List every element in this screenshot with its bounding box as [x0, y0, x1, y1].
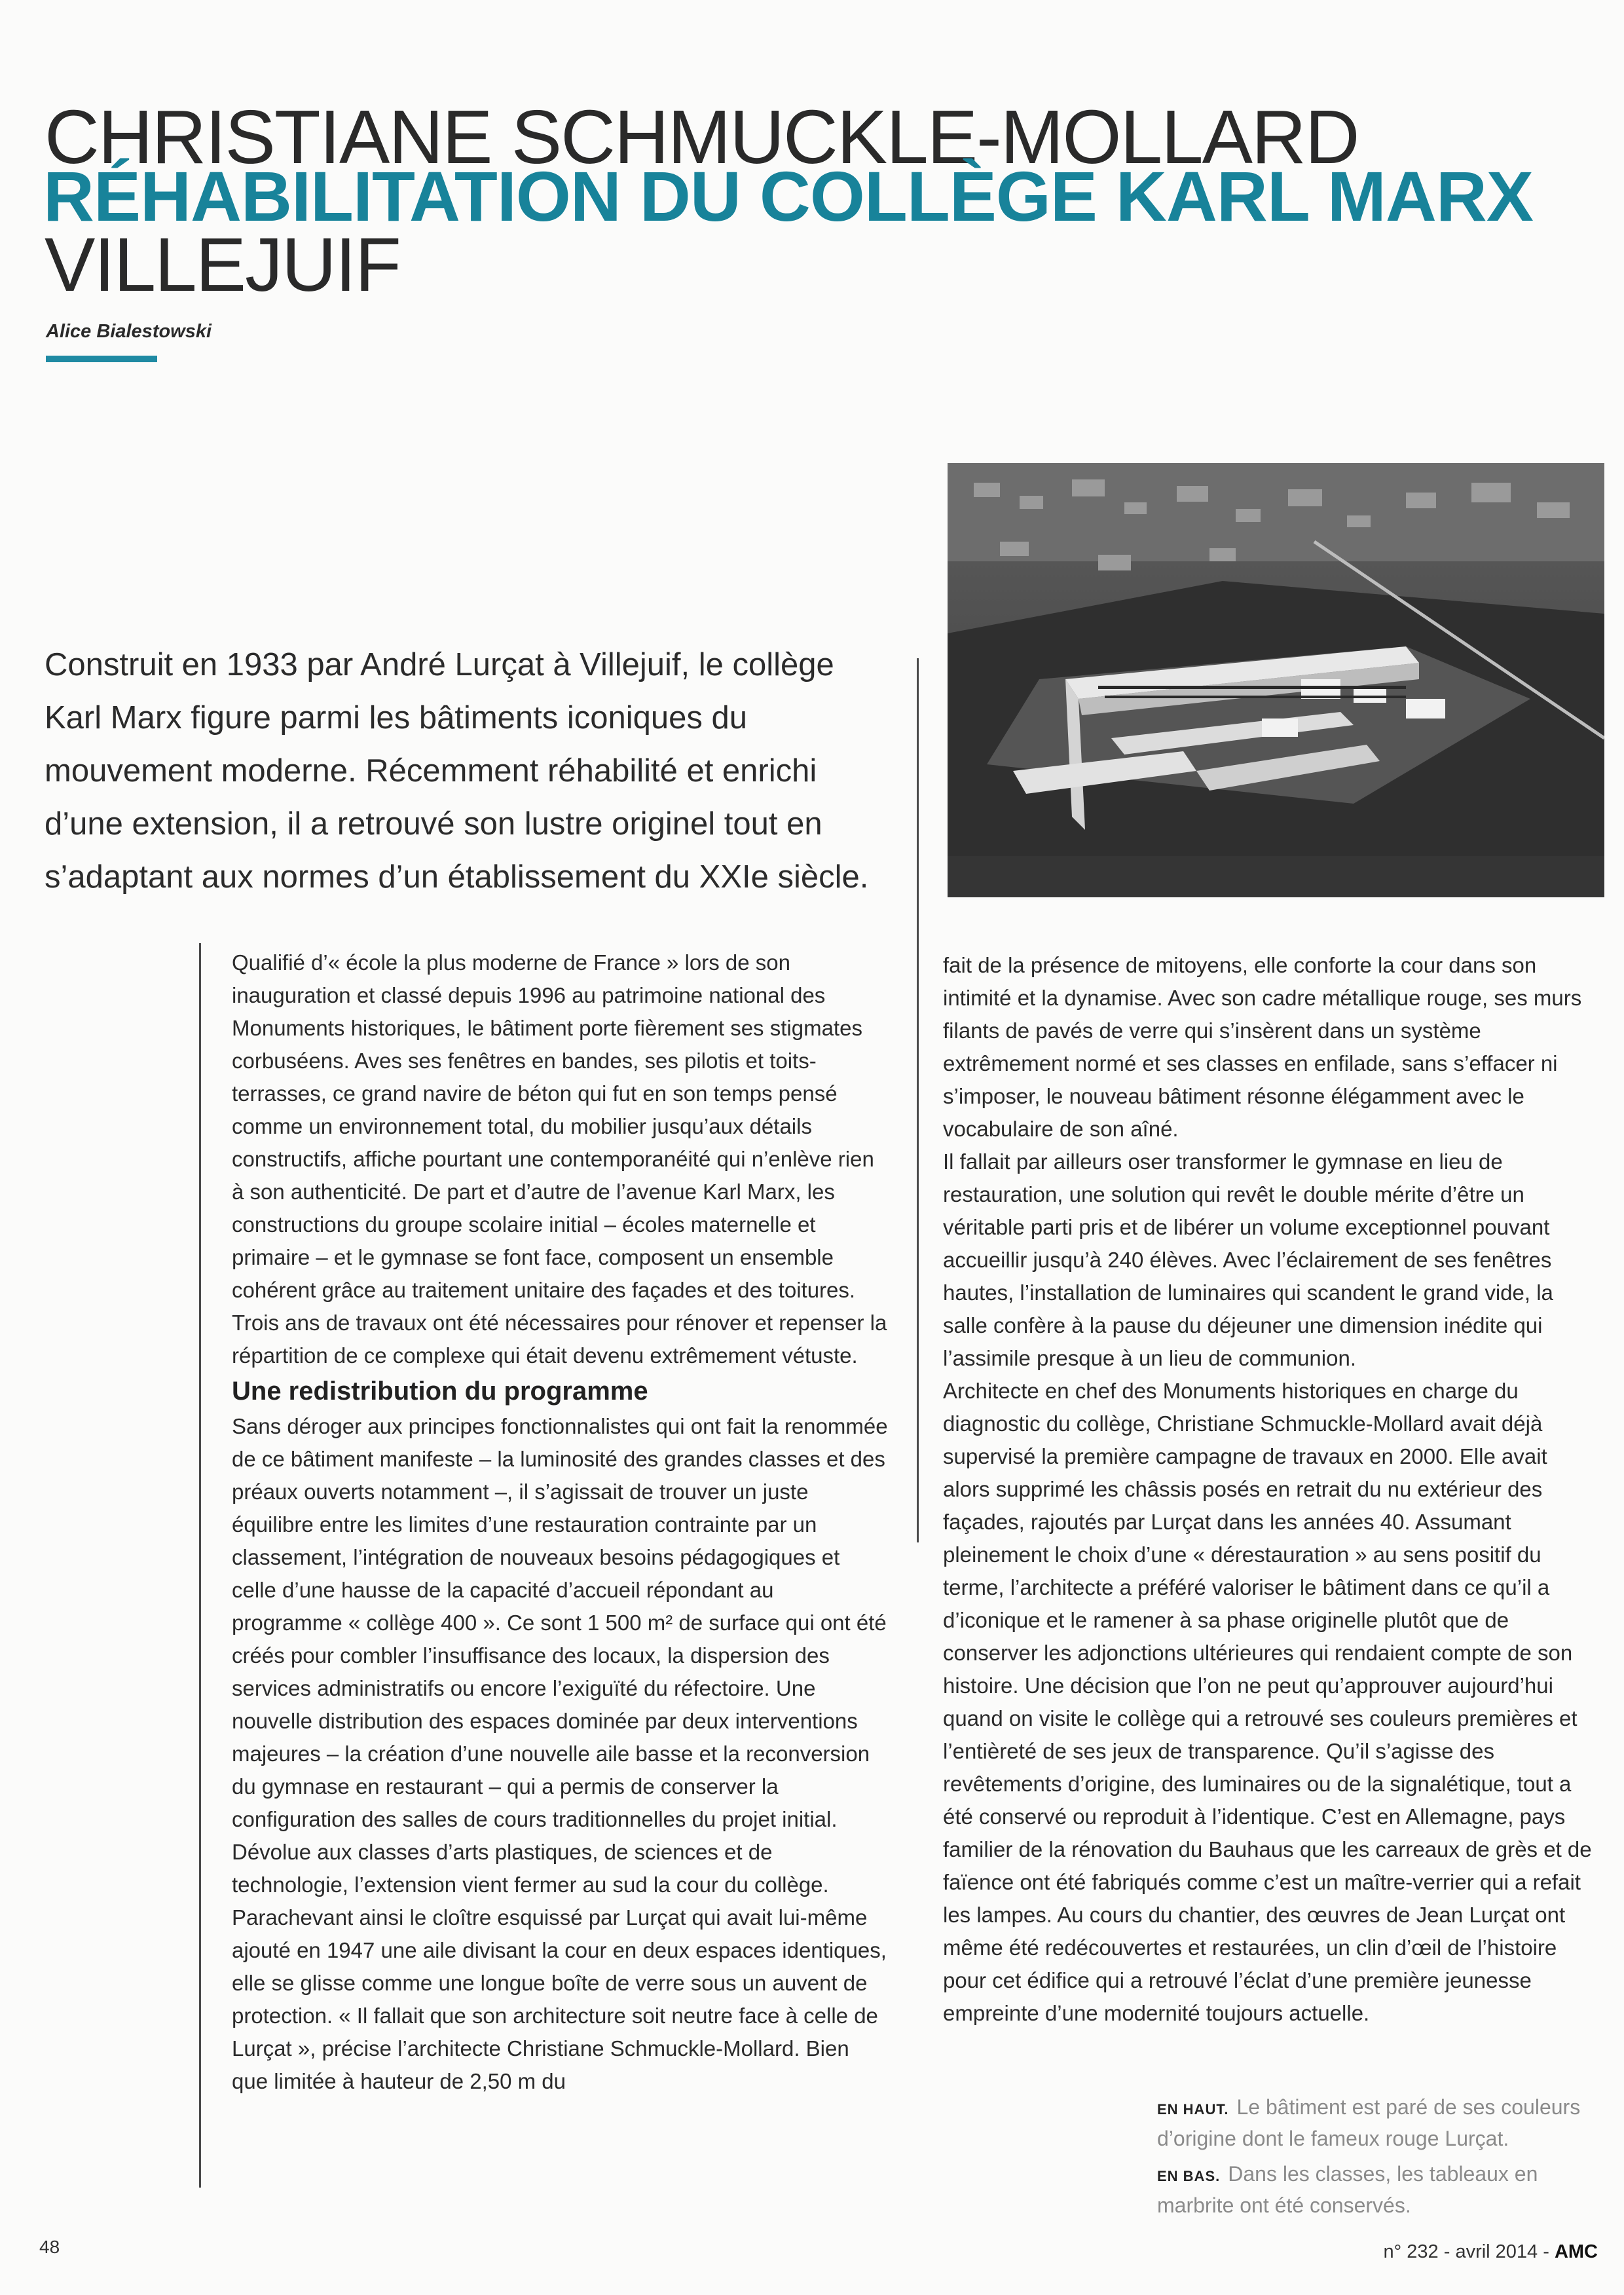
issue-info: n° 232 - avril 2014 - — [1383, 2241, 1555, 2262]
section-heading: Une redistribution du programme — [232, 1377, 648, 1406]
project-title: RÉHABILITATION DU COLLÈGE KARL MARX — [43, 157, 1533, 236]
left-margin-rule — [199, 943, 201, 2188]
caption-text: Le bâtiment est paré de ses couleurs d’origine dont le fameux rouge Lurçat. — [1157, 2095, 1581, 2150]
column-divider — [917, 658, 919, 1542]
aerial-photo-illustration — [948, 463, 1604, 897]
page-number: 48 — [39, 2237, 60, 2257]
caption-text: Dans les classes, les tableaux en marbrite ont été conservés. — [1157, 2162, 1538, 2217]
caption-bottom — [1157, 2159, 1609, 2220]
issue-folio — [1384, 2241, 1598, 2263]
paragraph: Dévolue aux classes d’arts plastiques, de sciences et de technologie, l’extension vient fermer au sud la cour du collège. Parachevant ainsi le cloître esquissé par Lurçat qui avait lui-même ajouté en 1947 une aile divisant la cour en deux espaces identiques, elle se glisse comme une longue boîte de verre sous un auvent de protection. « Il fallait que son architecture soit neutre face à celle de Lurçat », précise l’architecte Christiane Schmuckle-Mollard. Bien que limitée à hauteur de 2,50 m du — [232, 1840, 887, 2093]
photo-captions — [1157, 2093, 1609, 2226]
paragraph: Architecte en chef des Monuments historiques en charge du diagnostic du collège, Christiane Schmuckle-Mollard avait déjà supervisé la première campagne de travaux en 2000. Elle avait alors supprimé les châssis posés en retrait du nu extérieur des façades, rajoutés par Lurçat dans les années 40. Assumant pleinement le choix d’une « dérestauration » au sens positif du terme, l’architecte a préféré valoriser le bâtiment dans ce qu’il a d’iconique et le ramener à sa phase originelle plutôt que de conserver les adjonctions ultérieures qui rendaient compte de son histoire. Une décision que l’on ne peut qu’approuver aujourd’hui quand on visite le collège qui a retrouvé ses couleurs premières et l’entièreté de ses jeux de transparence. Qu’il s’agisse des revêtements d’origine, des luminaires ou de la signalétique, tout a été conservé ou reproduit à l’identique. C’est en Allemagne, pays familier de la rénovation du Bauhaus que les carreaux de grès et de faïence ont été fabriqués comme c’est un maître-verrier qui a refait les lampes. Au cours du chantier, des œuvres de Jean Lurçat ont même été redécouvertes et restaurées, un clin d’œil de l’histoire pour cet édifice qui a retrouvé l’éclat d’une première jeunesse empreinte d’une modernité toujours actuelle. — [943, 1379, 1592, 2025]
city-name: VILLEJUIF — [45, 222, 400, 307]
magazine-name: AMC — [1554, 2241, 1598, 2262]
aerial-photo — [948, 463, 1604, 897]
author-underline — [46, 356, 157, 362]
paragraph: Qualifié d’« école la plus moderne de France » lors de son inauguration et classé depuis 1996 au patrimoine national des Monuments historiques, le bâtiment porte fièrement ses stigmates corbuséens. Aves ses fenêtres en bandes, ses pilotis et toits-terrasses, ce grand navire de béton qui fut en son temps pensé comme un environnement total, du mobilier jusqu’aux détails constructifs, affiche pourtant une contemporanéité qui n’enlève rien à son authenticité. De part et d’autre de l’avenue Karl Marx, les constructions du groupe scolaire initial – écoles maternelle et primaire – et le gymnase se font face, composent un ensemble cohérent grâce au traitement unitaire des façades et des toitures. Trois ans de travaux ont été nécessaires pour rénover et repenser la répartition de ce complexe qui était devenu extrêmement vétuste. — [232, 950, 887, 1368]
caption-label: EN BAS. — [1157, 2168, 1221, 2184]
body-column-2 — [943, 949, 1598, 2030]
paragraph: fait de la présence de mitoyens, elle conforte la cour dans son intimité et la dynamise. Avec son cadre métallique rouge, ses murs filants de pavés de verre qui s’insèrent dans un système extrêmement normé et ses classes en enfilade, sans s’effacer ni s’imposer, le nouveau bâtiment résonne élégamment avec le vocabulaire de son aîné. — [943, 953, 1582, 1141]
lead-paragraph: Construit en 1933 par André Lurçat à Villejuif, le collège Karl Marx figure parmi les bâtiments iconiques du mouvement moderne. Récemment réhabilité et enrichi d’une extension, il a retrouvé son lustre originel tout en s’adaptant aux normes d’un établissement du XXIe siècle. — [45, 647, 869, 895]
caption-label: EN HAUT. — [1157, 2101, 1229, 2118]
paragraph: Il fallait par ailleurs oser transformer le gymnase en lieu de restauration, une solution qui revêt le double mérite d’être un véritable parti pris et de libérer un volume exceptionnel pouvant accueillir jusqu’à 240 élèves. Avec l’éclairement de ses fenêtres hautes, l’installation de luminaires qui scandent le grand vide, la salle confère à la pause du déjeuner une dimension inédite qui l’assimile presque à un lieu de communion. — [943, 1149, 1553, 1370]
caption-top — [1157, 2093, 1609, 2153]
author-byline: Alice Bialestowski — [46, 321, 212, 342]
architect-name: CHRISTIANE SCHMUCKLE-MOLLARD — [45, 94, 1359, 179]
paragraph: Sans déroger aux principes fonctionnalistes qui ont fait la renommée de ce bâtiment manifeste – la luminosité des grandes classes et des préaux ouverts notamment –, il s’agissait de trouver un juste équilibre entre les limites d’une restauration contrainte par un classement, l’intégration de nouveaux besoins pédagogiques et celle d’une hausse de la capacité d’accueil répondant au programme « collège 400 ». Ce sont 1 500 m² de surface qui ont été créés pour combler l’insuffisance des locaux, la dispersion des services administratifs ou encore l’exiguïté du réfectoire. Une nouvelle distribution des espaces dominée par deux interventions majeures – la création d’une nouvelle aile basse et la reconversion du gymnase en restaurant – qui a permis de conserver la configuration des salles de cours traditionnelles du projet initial. — [232, 1414, 888, 1831]
body-column-1 — [232, 946, 890, 2098]
